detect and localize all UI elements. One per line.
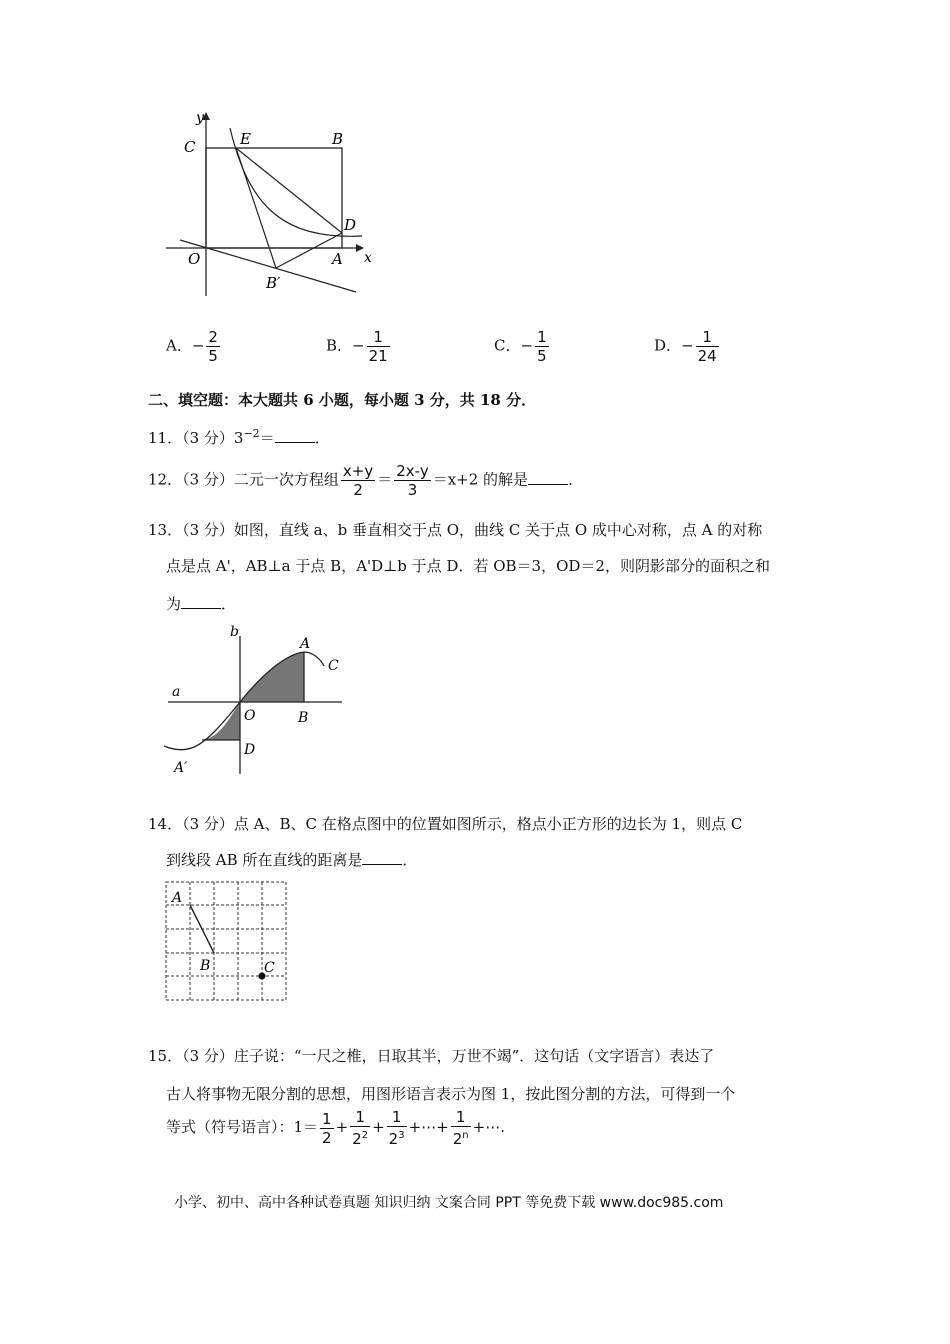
- q15-plus-2: +: [372, 1118, 385, 1136]
- option-b: [326, 328, 392, 365]
- fig10-label-B: B: [332, 130, 344, 148]
- fig13-label-B: B: [298, 710, 309, 726]
- option-b-num: 1: [367, 328, 390, 347]
- option-a: [166, 328, 222, 365]
- q13-answer-blank[interactable]: [181, 594, 221, 609]
- question-15-line-2: 古人将事物无限分割的思想，用图形语言表示为图 1，按此图分割的方法，可得到一个: [166, 1085, 736, 1103]
- option-c-sign: −: [520, 336, 534, 355]
- q12-score: （3 分）: [182, 470, 234, 489]
- q15-mid: +⋯+: [408, 1118, 449, 1136]
- q15-t4-num: 1: [451, 1108, 471, 1127]
- option-c-fraction: [535, 328, 549, 365]
- option-a-sign: −: [191, 336, 205, 355]
- fig13-label-O: O: [244, 708, 256, 724]
- question-13-line-2: 点是点 A'，AB⊥a 于点 B，A'D⊥b 于点 D．若 OB＝3，OD＝2，则阴影部分的面积之和: [166, 557, 770, 575]
- fig10-label-O: O: [188, 250, 201, 268]
- option-a-fraction: [206, 328, 220, 365]
- q15-t3-exp: 3: [398, 1130, 405, 1141]
- q14-line1: 点 A、B、C 在格点图中的位置如图所示，格点小正方形的边长为 1，则点 C: [233, 815, 743, 833]
- fig13-label-D: D: [244, 742, 256, 758]
- q15-t3-num: 1: [387, 1108, 407, 1127]
- q15-t4-den: 2: [452, 1130, 463, 1148]
- fig10-label-x: x: [364, 250, 372, 266]
- q15-plus-1: +: [335, 1118, 349, 1136]
- option-b-den: 21: [368, 347, 388, 365]
- q15-score: （3 分）: [182, 1047, 234, 1065]
- figure-q10: [160, 108, 370, 298]
- option-b-sign: −: [352, 336, 365, 355]
- q15-t3-den: 2: [388, 1130, 399, 1148]
- q15-t2-den: 2: [352, 1130, 362, 1148]
- q14-line2: 到线段 AB 所在直线的距离是: [166, 851, 363, 869]
- option-c: [494, 328, 551, 365]
- q12-fraction-1: [341, 462, 375, 499]
- q12-prefix: 二元一次方程组: [233, 470, 339, 489]
- option-a-den: 5: [208, 347, 218, 365]
- question-13-line-1: [148, 520, 762, 540]
- q15-tail: +⋯.: [472, 1118, 505, 1136]
- fig10-label-A: A: [332, 250, 343, 268]
- option-c-letter: C．: [494, 336, 521, 355]
- option-a-letter: A．: [166, 336, 192, 355]
- q12-eq1: ＝: [377, 470, 393, 489]
- q13-line1: 如图，直线 a、b 垂直相交于点 O，曲线 C 关于点 O 成中心对称，点 A 的对称: [233, 521, 763, 539]
- question-13-line-3: [166, 594, 236, 614]
- figure-q14-grid: [164, 880, 288, 1004]
- q15-term-3: [387, 1108, 407, 1148]
- q11-answer-blank[interactable]: [275, 428, 315, 443]
- option-d: [654, 328, 721, 365]
- q12-number: 12．: [148, 470, 183, 489]
- option-d-letter: D．: [654, 336, 682, 355]
- option-d-num: 1: [696, 328, 719, 347]
- q12-fraction-2: [394, 462, 430, 499]
- q15-number: 15．: [148, 1047, 183, 1065]
- option-d-fraction: [696, 328, 719, 365]
- q13-line3: 为: [166, 595, 182, 613]
- q11-exponent: −2: [243, 427, 260, 440]
- fig14-label-B: B: [200, 958, 211, 974]
- q13-number: 13．: [148, 521, 183, 539]
- q15-t2-den-wrap: [350, 1127, 370, 1148]
- q15-line1: 庄子说：“一尺之椎，日取其半，万世不竭”．这句话（文字语言）表达了: [233, 1047, 715, 1065]
- fig14-label-C: C: [264, 960, 275, 976]
- q13-score: （3 分）: [182, 521, 234, 539]
- question-11: [148, 424, 330, 448]
- option-d-den: 24: [697, 347, 717, 365]
- fig13-label-a: a: [172, 684, 181, 700]
- q15-t1-num: 1: [322, 1109, 332, 1128]
- q15-term-4: [451, 1108, 471, 1148]
- q14-score: （3 分）: [182, 815, 234, 833]
- fig10-label-D: D: [344, 216, 357, 234]
- q12-answer-blank[interactable]: [528, 470, 568, 485]
- q12-f1-den: 2: [353, 481, 363, 499]
- q12-eq2: ＝x+2 的解是: [432, 470, 529, 489]
- q15-term-1: [320, 1110, 334, 1147]
- q15-t1-den: 2: [322, 1128, 332, 1147]
- q11-base: 3: [233, 429, 244, 447]
- option-a-num: 2: [208, 328, 218, 346]
- fig10-label-Bp: B′: [266, 274, 281, 292]
- q15-t4-den-wrap: [451, 1127, 471, 1148]
- q14-end: ．: [402, 851, 418, 869]
- q12-end: ．: [568, 470, 584, 489]
- q15-t3-den-wrap: [387, 1127, 407, 1148]
- question-15-line-3: [166, 1108, 505, 1148]
- option-b-letter: B．: [326, 336, 353, 355]
- option-d-sign: −: [681, 336, 694, 355]
- q11-end: ．: [314, 429, 330, 447]
- fig13-label-b: b: [230, 624, 239, 640]
- fig10-label-E: E: [240, 130, 251, 148]
- q14-number: 14．: [148, 815, 183, 833]
- question-14-line-1: [148, 814, 742, 834]
- page-footer: 小学、初中、高中各种试卷真题 知识归纳 文案合同 PPT 等免费下载 www.doc985.com: [174, 1195, 724, 1211]
- figure-q13: [160, 622, 360, 778]
- q11-score: （3 分）: [182, 429, 234, 447]
- q11-equals: ＝: [259, 429, 275, 447]
- q14-answer-blank[interactable]: [362, 850, 402, 865]
- option-c-num: 1: [537, 328, 547, 346]
- q15-t4-exp: n: [462, 1130, 469, 1141]
- question-12: [148, 462, 583, 499]
- question-14-line-2: [166, 850, 417, 870]
- question-15-line-1: [148, 1046, 714, 1066]
- q15-t2-num: 1: [350, 1108, 370, 1127]
- fig14-label-A: A: [172, 890, 183, 906]
- q12-f1-num: x+y: [342, 462, 374, 480]
- option-c-den: 5: [537, 347, 547, 365]
- fig13-label-A: A: [300, 636, 311, 652]
- fig10-label-y: y: [196, 110, 204, 126]
- q15-term-2: [350, 1108, 370, 1148]
- fig10-label-C: C: [184, 138, 196, 156]
- fig13-label-C: C: [328, 658, 339, 674]
- q13-end: ．: [221, 595, 237, 613]
- option-b-fraction: [367, 328, 390, 365]
- q11-number: 11．: [148, 429, 183, 447]
- section-heading: 二、填空题：本大题共 6 小题，每小题 3 分，共 18 分．: [148, 391, 537, 409]
- q12-f2-num: 2x-y: [396, 462, 429, 480]
- q15-line3-prefix: 等式（符号语言）：1＝: [166, 1118, 319, 1136]
- q15-t2-exp: 2: [361, 1130, 369, 1141]
- fig13-label-Ap: A′: [174, 760, 188, 776]
- q12-f2-den: 3: [407, 481, 418, 499]
